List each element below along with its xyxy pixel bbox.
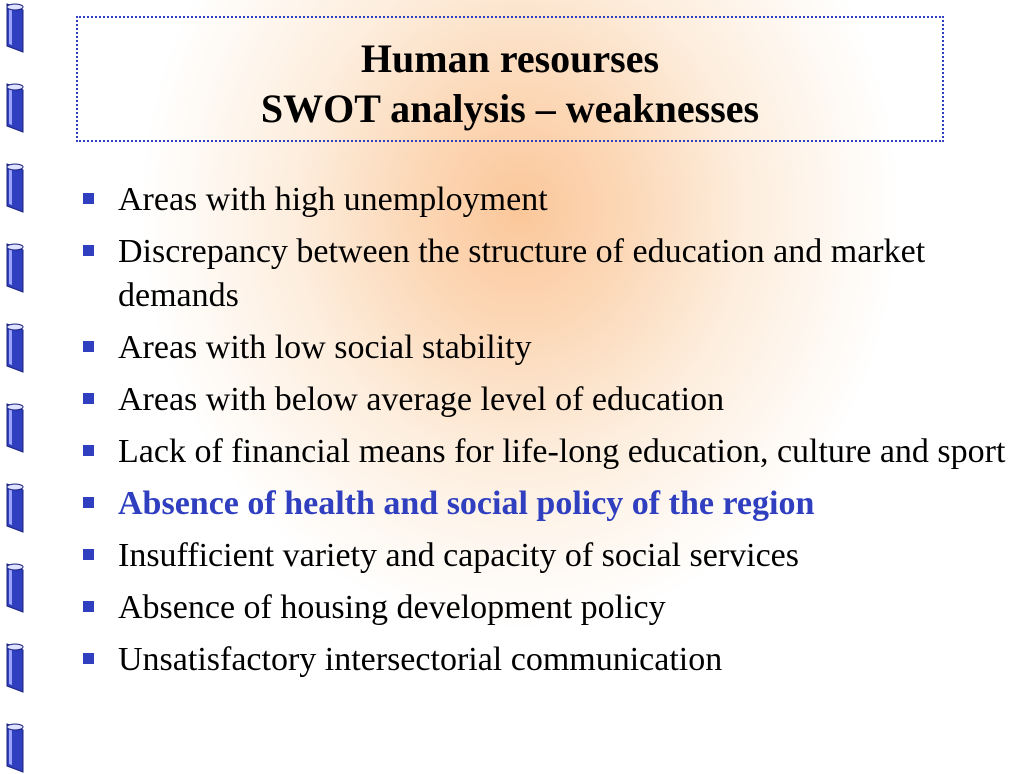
bullet-item: Areas with low social stability <box>80 326 1010 370</box>
bullet-square-icon <box>83 653 94 664</box>
bullet-square-icon <box>83 497 94 508</box>
bullet-square-icon <box>83 445 94 456</box>
bullet-item-highlighted: Absence of health and social policy of the region <box>80 482 1010 526</box>
bullet-item: Insufficient variety and capacity of social services <box>80 534 1010 578</box>
bullet-item: Areas with below average level of education <box>80 378 1010 422</box>
binding-ring-icon <box>4 640 26 694</box>
title-line-1: Human resourses <box>360 36 660 81</box>
binding-ring-icon <box>4 720 26 774</box>
bullet-square-icon <box>83 549 94 560</box>
binding-ring-icon <box>4 320 26 374</box>
binding-ring-icon <box>4 560 26 614</box>
bullet-square-icon <box>83 193 94 204</box>
notebook-binding <box>0 0 30 768</box>
title-box <box>76 16 944 142</box>
binding-ring-icon <box>4 160 26 214</box>
bullet-item: Unsatisfactory intersectorial communication <box>80 638 1010 682</box>
binding-ring-icon <box>4 80 26 134</box>
bullet-item: Areas with high unemployment <box>80 178 1010 222</box>
bullet-item: Absence of housing development policy <box>80 586 1010 630</box>
binding-ring-icon <box>4 400 26 454</box>
bullet-item: Lack of financial means for life-long education, culture and sport <box>80 430 1010 474</box>
bullet-square-icon <box>83 601 94 612</box>
binding-ring-icon <box>4 0 26 54</box>
binding-ring-icon <box>4 240 26 294</box>
bullet-square-icon <box>83 393 94 404</box>
bullet-square-icon <box>83 341 94 352</box>
title-line-2: SWOT analysis – weaknesses <box>260 86 760 131</box>
binding-ring-icon <box>4 480 26 534</box>
bullet-item: Discrepancy between the structure of education and market demands <box>80 230 1010 318</box>
bullet-square-icon <box>83 245 94 256</box>
bullet-list <box>80 178 1010 690</box>
